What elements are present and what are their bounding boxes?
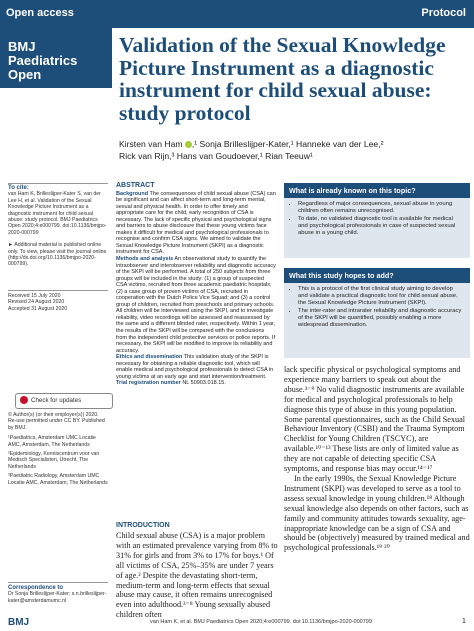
license-text: © Author(s) (or their employer(s)) 2020. Re-use permitted under CC BY. Published by BMJ. [8,412,105,431]
affiliation-3: ³Paediatric Radiology, Amsterdam UMC Locatie AMC, Amsterdam, The Netherlands [8,473,108,486]
correspondence-text[interactable]: Dr Sonja Brilleslijper-Kater; s.n.brilleslijper-kater@amsterdamumc.nl [8,591,107,604]
license-block [8,412,108,486]
revised-date: Revised 24 August 2020 [8,299,65,306]
check-updates-label: Check for updates [31,397,82,404]
study-adds-box [284,268,470,358]
cite-text: van Ham K, Brilleslijper-Kater S, van der Lee H, et al. Validation of the Sexual Knowledge Picture Instrument as a diagnostic instrument for child sexual abuse: study protocol. BMJ Paediatrics Open 2020;4:e000799. doi:10.1136/bmjpo-2020-000799 [8,191,107,236]
known-topic-item: • Regardless of major consequences, sexual abuse in young children often remains unrecognised. [298,201,464,215]
study-adds-item: • This is a protocol of the first clinical study aiming to develop and validate a practical diagnostic tool for child sexual abuse, the Sexual Knowledge Picture Instrument (SKPI). [298,286,464,307]
article-title: Validation of the Sexual Knowledge Picture Instrument as a diagnostic instrument for child sexual abuse: study protocol [119,33,446,125]
body-paragraph-2: In the early 1990s, the Sexual Knowledge Picture Instrument (SKPI) was developed to serve as a tool to assess sexual knowledge in young children.¹⁸ Although sexual knowledge also depends on other factors, such as family and community attitudes towards sexuality, age-inappropriate knowledge can be a sign of CSA and should be (objectively) measured by trained medical and psychological professionals.¹⁹ ²⁰ [284,473,470,553]
affiliation-2: ²Epidemiology, Kenniscentrum voor van Medisch Specialisten, Utrecht, The Netherlands [8,451,100,470]
footer-citation: van Ham K, et al. BMJ Paediatrics Open 2020;4:e000799. doi:10.1136/bmjpo-2020-000799 [150,619,372,625]
received-date: Received 15 July 2020 [8,293,61,299]
accepted-date: Accepted 31 August 2020 [8,305,68,312]
journal-name-line1: BMJ [8,39,36,54]
abstract-ethics: This validation study of the SKPI is necessary for obtaining a reliable diagnostic tool, which will enable medical and psychological professionals to detect CSA in young victims at an early age and start intervention/treatment. [116,354,274,380]
abstract-ethics-label: Ethics and dissemination [116,354,183,361]
study-adds-item: • The inter-rater and intrarater reliability and diagnostic accuracy of the SKPI will be quantified, possibly enabling a more widespread dissemination. [298,308,464,329]
page-number: 1 [462,618,466,625]
journal-name-line3: Open [8,67,42,82]
top-bar [0,0,474,28]
body-right-column [284,365,470,553]
abstract-methods: An observational study to quantify the intraobserver and interobserver reliability and diagnostic accuracy of the SKPI will be performed. A total of 250 subjects from three groups will be included in the study: (1) a group of suspected CSA victims, recruited from three academic paediatric hospitals; (2) a case group of proven victims of CSA, recruited in cooperation with the Dutch Police Vice Squad; and (3) a control group of children, recruited from preschools and primary schools. All children will be interviewed using the SKPI, and to investigate reliability, video recordings will be assessed and reassessed by the same and a different blinded rater, respectively. Within 1 year, the results of the SKPI will be compared with the conclusions from the independent child protective services or police reports. If necessary, the SKPI will be modified to improve its reliability and accuracy. [116,256,276,354]
abstract-trial: NL 50903.018.15. [182,380,226,387]
known-topic-box [284,183,470,258]
abstract-background: The consequences of child sexual abuse (CSA) can be significant and can affect short-term and long-term mental, sexual and physical health. In order to offer timely and appropriate care for the child, early recognition of CSA is necessary. The lack of specific physical and psychological signs and barriers to abuse disclosure that these young victims face makes it difficult for medical and psychological professionals to recognise and confirm CSA signs. We aimed to validate the Sexual Knowledge Picture Instrument (SKPI) as a diagnostic instrument for CSA. [116,190,276,256]
study-adds-heading: What this study hopes to add? [284,268,470,283]
authors-line2: Rick van Rijn,³ Hans van Goudoever,¹ Rian Teeuw¹ [119,151,313,161]
cite-heading: To cite: [8,185,29,191]
cite-block [8,185,108,268]
journal-logo [0,28,112,88]
affiliation-1: ¹Paediatrics, Amsterdam UMC Locatie AMC, Amsterdam, The Netherlands [8,435,96,448]
body-paragraph-1: lack specific physical or psychological symptoms and experience many barriers to speak out about the abuse.³⁻⁹ No valid diagnostic instruments are available for medical and psychological professionals to help diagnose this type of abuse in this young population. Some parental questionnaires, such as the Child Sexual Behaviour Inventory (CSBI) and the Trauma Symptom Checklist for Young Children (TSCYC), are available.¹⁰⁻¹³ These lists are only of limited value as they are not capable of detecting specific CSA symptoms, and response bias may occur.¹⁴⁻¹⁷ [284,365,465,474]
divider [8,183,108,184]
author-list [119,138,469,162]
divider [8,582,108,583]
abstract-trial-label: Trial registration number [116,380,181,387]
divider [8,290,108,291]
abstract-heading: ABSTRACT [116,182,155,189]
journal-name-line2: Paediatrics [8,53,78,68]
authors-line1-rest: ,¹ Sonja Brilleslijper-Kater,¹ Hanneke van der Lee,² [191,139,384,149]
known-topic-item: • To date, no validated diagnostic tool is available for medical and psychological professionals in case of suspected sexual abuse in a young child. [298,216,464,237]
author-first: Kirsten van Ham [119,139,183,149]
abstract-methods-label: Methods and analysis [116,256,174,263]
check-updates-button[interactable] [15,393,113,409]
check-updates-icon [20,396,28,404]
footer [0,615,474,631]
abstract [116,183,276,387]
correspondence-heading: Correspondence to [8,585,64,591]
additional-material-note[interactable]: ► Additional material is published online only. To view, please visit the journal online (http://dx.doi.org/10.1136/bmjpo-2020-000799). [8,242,107,268]
dates-block [8,293,108,312]
abstract-background-label: Background [116,190,149,197]
correspondence-block [8,585,108,604]
orcid-icon[interactable] [185,141,192,148]
article-type-label: Protocol [421,7,466,19]
introduction-text: Child sexual abuse (CSA) is a major problem with an estimated prevalence varying from 8% to 31% for girls and from 3% to 17% for boys.¹ Of all victims of CSA, 25%–35% are under 7 years of age.² Despite the devastating short-term, medium-term and long-term effects that sexual abuse may cause, it often remains unrecognised even into adulthood.³⁻⁸ Young sexually abused children often [116,531,278,620]
open-access-label: Open access [6,7,74,19]
introduction-heading: INTRODUCTION [116,522,170,529]
known-topic-heading: What is already known on this topic? [284,183,470,198]
introduction-section [116,522,278,620]
bmj-logo: BMJ [8,617,30,628]
